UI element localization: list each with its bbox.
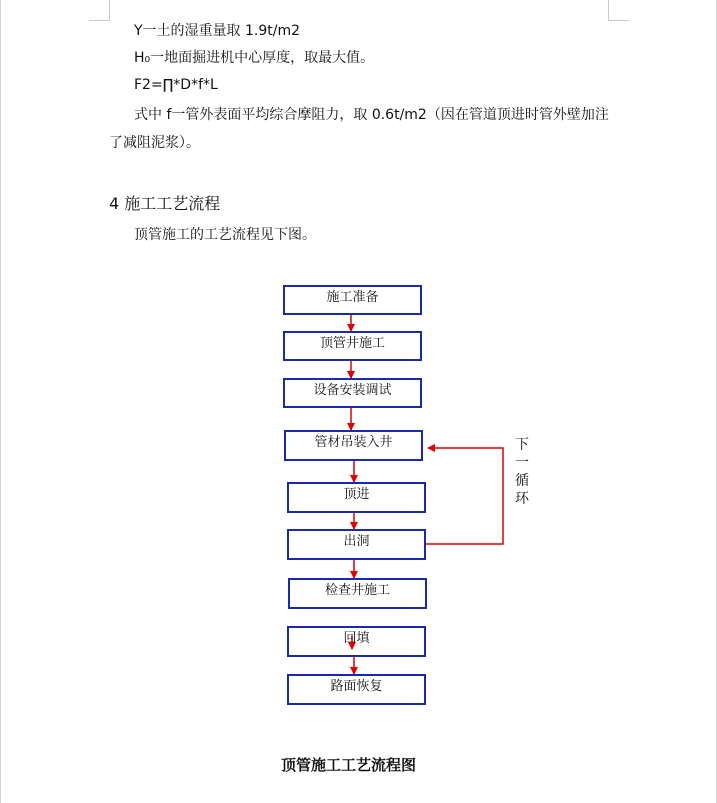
flow-step-inspection-well: 检查井施工 bbox=[288, 578, 427, 609]
flow-step-pipe-lowering: 管材吊装入井 bbox=[284, 430, 423, 461]
flow-step-exit-hole: 出洞 bbox=[287, 529, 426, 560]
paragraph-soil-weight: Y一土的湿重量取 1.9t/m2 bbox=[134, 23, 301, 39]
section-heading: 4 施工工艺流程 bbox=[109, 194, 221, 213]
section-intro: 顶管施工的工艺流程见下图。 bbox=[134, 227, 316, 243]
flow-step-road-restoration: 路面恢复 bbox=[287, 674, 426, 705]
paragraph-friction-line2: 了减阻泥浆）。 bbox=[109, 135, 200, 151]
flow-step-backfill: 回填 bbox=[287, 626, 426, 657]
flow-step-jacking: 顶进 bbox=[287, 482, 426, 513]
figure-caption: 顶管施工工艺流程图 bbox=[280, 756, 416, 774]
flow-step-equipment-setup: 设备安装调试 bbox=[283, 378, 422, 408]
paragraph-f2-formula: F2=∏*D*f*L bbox=[134, 77, 218, 93]
paragraph-h0-definition: H₀一地面掘进机中心厚度，取最大值。 bbox=[134, 50, 375, 66]
paragraph-friction-line1: 式中 f一管外表面平均综合摩阻力，取 0.6t/m2（因在管道顶进时管外壁加注 bbox=[134, 107, 609, 123]
loop-label-next-cycle bbox=[514, 436, 530, 508]
flow-step-prepare: 施工准备 bbox=[283, 285, 422, 315]
loop-return-arrow bbox=[426, 448, 503, 544]
loop-label-text: 下一循环 bbox=[515, 437, 529, 507]
flow-step-shaft-construction: 顶管井施工 bbox=[283, 331, 422, 361]
